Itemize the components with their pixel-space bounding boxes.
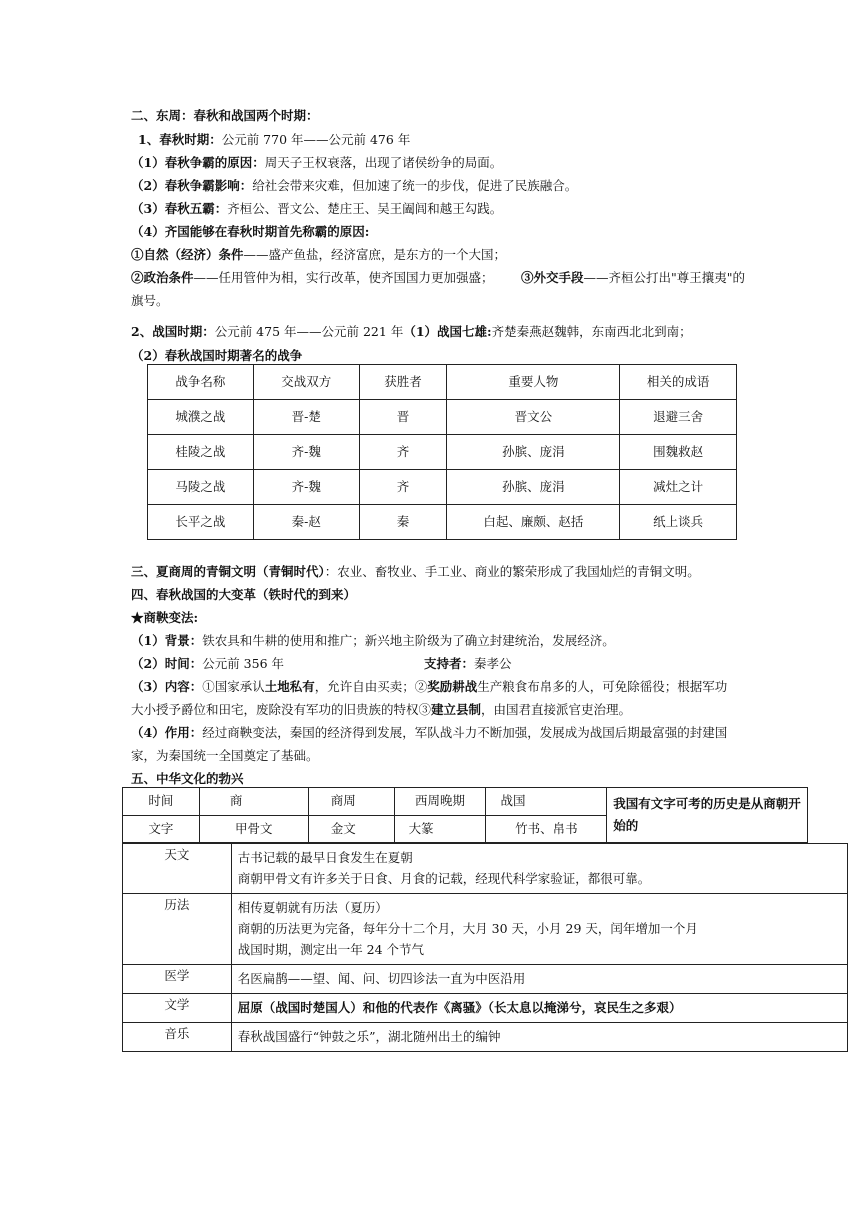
time-row-cell: 商 xyxy=(199,788,308,816)
background-line xyxy=(131,635,615,648)
script-row-cell: 竹书、帛书 xyxy=(486,815,607,843)
culture-line: 相传夏朝就有历法（夏历） xyxy=(237,900,388,915)
culture-row-content xyxy=(231,894,847,965)
content-text-c: ，允许自由买卖；② xyxy=(314,679,428,694)
table-row xyxy=(148,435,737,470)
table-cell: 秦 xyxy=(359,505,447,540)
seven-states-label: 战国七雄: xyxy=(437,324,492,339)
table-row xyxy=(123,894,848,965)
supporter-line xyxy=(424,658,512,671)
impact-text: 给社会带来灾难，但加速了统一的步伐，促进了民族融合。 xyxy=(252,178,578,193)
table-cell: 齐 xyxy=(359,470,447,505)
section2-heading: 二、东周：春秋和战国两个时期： xyxy=(131,108,319,123)
script-row-cell: 文字 xyxy=(123,815,200,843)
background-label: （1）背景： xyxy=(131,633,203,648)
culture-row-label: 医学 xyxy=(123,965,232,994)
table-cell: 纸上谈兵 xyxy=(620,505,737,540)
script-timeline-table xyxy=(122,787,808,843)
condition3-label: ③外交手段 xyxy=(521,270,584,285)
culture-line: 古书记载的最早日食发生在夏朝 xyxy=(237,850,413,865)
table-cell: 桂陵之战 xyxy=(148,435,254,470)
time-label: （2）时间： xyxy=(131,656,203,671)
table-cell: 围魏救赵 xyxy=(620,435,737,470)
culture-row-content xyxy=(231,1023,847,1052)
table-cell: 马陵之战 xyxy=(148,470,254,505)
shang-yang-title: ★商鞅变法: xyxy=(131,610,199,625)
table-row xyxy=(148,470,737,505)
culture-row-label: 音乐 xyxy=(123,1023,232,1052)
condition3-text: ——齐桓公打出"尊王攘夷"的 xyxy=(583,270,746,285)
table-cell: 齐 xyxy=(359,435,447,470)
culture-line: 战国时期，测定出一年 24 个节气 xyxy=(237,942,425,957)
content-line2-b: 建立县制 xyxy=(431,702,482,717)
culture-row-label: 历法 xyxy=(123,894,232,965)
content-line-1 xyxy=(131,681,727,694)
supporter-text: 秦孝公 xyxy=(474,656,512,671)
condition1-line xyxy=(131,249,506,262)
script-row-cell: 大篆 xyxy=(394,815,486,843)
section5-heading: 五、中华文化的勃兴 xyxy=(131,771,244,786)
culture-row-label: 天文 xyxy=(123,844,232,894)
five-hegemons-text: 齐桓公、晋文公、楚庄王、吴王阖闾和越王勾践。 xyxy=(227,201,503,216)
culture-line: 名医扁鹊——望、闻、问、切四诊法一直为中医沿用 xyxy=(237,971,526,986)
content-text-b: 土地私有 xyxy=(264,679,315,694)
content-text-d: 奖励耕战 xyxy=(427,679,478,694)
wars-header-cell: 相关的成语 xyxy=(620,365,737,400)
background-text: 铁农具和牛耕的使用和推广；新兴地主阶级为了确立封建统治，发展经济。 xyxy=(202,633,615,648)
wars-table-title: （2）春秋战国时期著名的战争 xyxy=(131,348,303,363)
table-cell: 齐-魏 xyxy=(253,470,359,505)
effect-line xyxy=(131,727,727,740)
culture-line: 商朝甲骨文有许多关于日食、月食的记载，经现代科学家验证，都很可靠。 xyxy=(237,871,651,886)
content-text-a: ①国家承认 xyxy=(202,679,265,694)
section4-heading: 四、春秋战国的大变革（铁时代的到来） xyxy=(131,587,357,602)
time-row-cell: 商周 xyxy=(308,788,394,816)
impact-label: （2）春秋争霸影响： xyxy=(131,178,253,193)
table-cell: 秦-赵 xyxy=(253,505,359,540)
condition1-text: ——盛产鱼盐，经济富庶，是东方的一个大国； xyxy=(243,247,507,262)
culture-row-content xyxy=(231,965,847,994)
qi-reason-label: （4）齐国能够在春秋时期首先称霸的原因: xyxy=(131,224,370,239)
time-text: 公元前 356 年 xyxy=(202,656,285,671)
five-hegemons-label: （3）春秋五霸： xyxy=(131,201,228,216)
wars-table xyxy=(147,364,737,540)
wars-table-header-row xyxy=(148,365,737,400)
five-hegemons-line xyxy=(131,203,502,216)
time-row-cell: 时间 xyxy=(123,788,200,816)
table-row xyxy=(123,965,848,994)
table-cell: 孙膑、庞涓 xyxy=(447,470,620,505)
condition3-continuation: 旗号。 xyxy=(131,293,169,308)
reason-text: 周天子王权衰落，出现了诸侯纷争的局面。 xyxy=(264,155,503,170)
condition2-label: ②政治条件 xyxy=(131,270,194,285)
table-cell: 齐-魏 xyxy=(253,435,359,470)
warring-states-line xyxy=(131,326,692,339)
table-row xyxy=(148,400,737,435)
table-cell: 晋 xyxy=(359,400,447,435)
table-row xyxy=(123,994,848,1023)
effect-continuation: 家，为秦国统一全国奠定了基础。 xyxy=(131,748,319,763)
table-cell: 白起、廉颇、赵括 xyxy=(447,505,620,540)
table-row xyxy=(123,844,848,894)
condition2-line xyxy=(131,272,494,285)
condition3-line xyxy=(521,272,745,285)
table-row xyxy=(148,505,737,540)
wars-header-cell: 交战双方 xyxy=(253,365,359,400)
time-line xyxy=(131,658,284,671)
impact-line xyxy=(131,180,577,193)
supporter-label: 支持者： xyxy=(424,656,475,671)
time-row-cell: 战国 xyxy=(486,788,607,816)
script-row-cell: 金文 xyxy=(308,815,394,843)
section3-line xyxy=(131,566,700,579)
culture-line: 屈原（战国时楚国人）和他的代表作《离骚》（长太息以掩涕兮，哀民生之多艰） xyxy=(237,1000,682,1015)
content-line-2 xyxy=(131,704,631,717)
seven-prefix: （1） xyxy=(403,324,438,339)
warring-label: 2、战国时期： xyxy=(131,324,215,339)
section3-text: ：农业、畜牧业、手工业、商业的繁荣形成了我国灿烂的青铜文明。 xyxy=(324,564,700,579)
content-label: （3）内容： xyxy=(131,679,203,694)
culture-line: 春秋战国盛行“钟鼓之乐”，湖北随州出土的编钟 xyxy=(237,1029,501,1044)
reason-label: （1）春秋争霸的原因： xyxy=(131,155,265,170)
table-cell: 减灶之计 xyxy=(620,470,737,505)
seven-states-text: 齐楚秦燕赵魏韩，东南西北北到南； xyxy=(491,324,692,339)
script-row-cell: 甲骨文 xyxy=(199,815,308,843)
content-line2-c: ，由国君直接派官吏治理。 xyxy=(481,702,632,717)
spring-period-line xyxy=(138,134,410,147)
wars-header-cell: 重要人物 xyxy=(447,365,620,400)
warring-period: 公元前 475 年——公元前 221 年 xyxy=(214,324,404,339)
table-row xyxy=(123,788,808,816)
culture-row-content xyxy=(231,844,847,894)
spring-period: 公元前 770 年——公元前 476 年 xyxy=(221,132,411,147)
effect-text: 经过商鞅变法，秦国的经济得到发展，军队战斗力不断加强，发展成为战国后期最富强的封建国 xyxy=(202,725,728,740)
reason-line xyxy=(131,157,502,170)
effect-label: （4）作用： xyxy=(131,725,203,740)
table-cell: 晋文公 xyxy=(447,400,620,435)
culture-row-label: 文学 xyxy=(123,994,232,1023)
table-cell: 晋-楚 xyxy=(253,400,359,435)
table-cell: 孙膑、庞涓 xyxy=(447,435,620,470)
script-history-note: 我国有文字可考的历史是从商朝开始的 xyxy=(607,788,808,843)
culture-row-content xyxy=(231,994,847,1023)
condition2-text: ——任用管仲为相，实行改革，使齐国国力更加强盛； xyxy=(193,270,494,285)
culture-line: 商朝的历法更为完备，每年分十二个月，大月 30 天，小月 29 天，闰年增加一个月 xyxy=(237,921,698,936)
spring-label: 1、春秋时期： xyxy=(138,132,222,147)
condition1-label: ①自然（经济）条件 xyxy=(131,247,244,262)
wars-header-cell: 战争名称 xyxy=(148,365,254,400)
content-line2-a: 大小授予爵位和田宅，废除没有军功的旧贵族的特权③ xyxy=(131,702,432,717)
table-cell: 长平之战 xyxy=(148,505,254,540)
time-row-cell: 西周晚期 xyxy=(394,788,486,816)
wars-header-cell: 获胜者 xyxy=(359,365,447,400)
section3-heading: 三、夏商周的青铜文明（青铜时代） xyxy=(131,564,325,579)
table-cell: 退避三舍 xyxy=(620,400,737,435)
table-row xyxy=(123,1023,848,1052)
table-cell: 城濮之战 xyxy=(148,400,254,435)
culture-table xyxy=(122,843,848,1052)
content-text-e: 生产粮食布帛多的人，可免除徭役；根据军功 xyxy=(477,679,728,694)
